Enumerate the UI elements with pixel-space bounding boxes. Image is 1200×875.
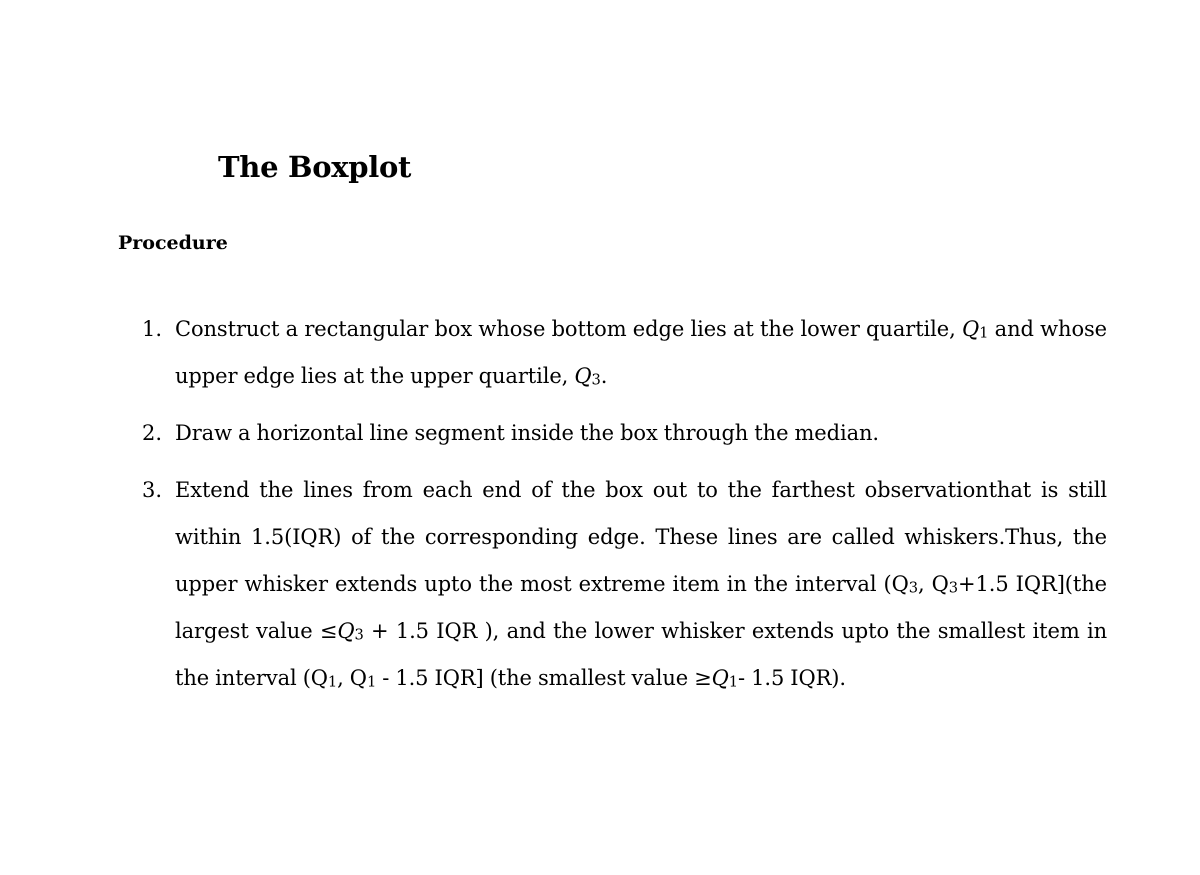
page-title: The Boxplot [218,150,412,184]
list-item-number: 1. [142,317,163,341]
list-item [142,306,1107,400]
list-item-text: Draw a horizontal line segment inside the box through the median. [175,421,879,445]
procedure-list [142,306,1107,712]
list-item-text: Construct a rectangular box whose bottom edge lies at the lower quartile, Q1 and whose upper edge lies at the upper quartile, Q3. [175,317,1107,389]
list-item-number: 2. [142,421,163,445]
list-item [142,467,1107,702]
list-item [142,410,1107,457]
list-item-number: 3. [142,478,163,502]
section-heading: Procedure [118,232,228,254]
list-item-text: Extend the lines from each end of the box out to the farthest observationthat is still within 1.5(IQR) of the corresponding edge. These lines are called whiskers.Thus, the upper whisker extends upto the most extreme item in the interval (Q3, Q3+1.5 IQR](the largest value ≤Q3 + 1.5 IQR ), and the lower whisker extends upto the smallest item in the interval (Q1, Q1 - 1.5 IQR] (the smallest value ≥Q1- 1.5 IQR). [175,478,1107,691]
